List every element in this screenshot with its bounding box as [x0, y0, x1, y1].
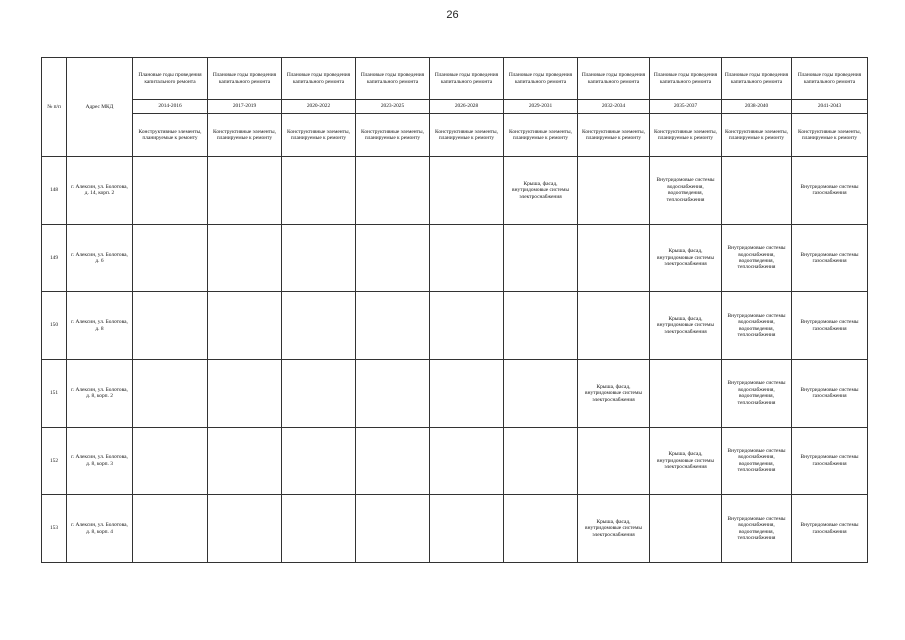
table-cell: [356, 427, 430, 495]
row-number: 148: [42, 157, 67, 225]
years-label: 2029-2031: [504, 100, 578, 114]
table-row: [42, 359, 868, 427]
table-cell: [722, 157, 792, 225]
table-cell: [578, 292, 650, 360]
table-cell: [133, 427, 208, 495]
table-cell: [430, 495, 504, 563]
table-cell: [504, 427, 578, 495]
column-header-period: Плановые годы проведения капитального ремонта: [578, 58, 650, 100]
years-label: 2023-2025: [356, 100, 430, 114]
column-header-period: Плановые годы проведения капитального ремонта: [208, 58, 282, 100]
years-label: 2032-2034: [578, 100, 650, 114]
header-row-elements: [42, 114, 868, 157]
elements-header: Конструктивные элементы, планируемые к ремонту: [650, 114, 722, 157]
header-row-years: [42, 100, 868, 114]
table-cell: Внутридомовые системы водоснабжения, водоотведения, теплоснабжения: [722, 427, 792, 495]
column-header-period: Плановые годы проведения капитального ремонта: [792, 58, 868, 100]
years-label: 2017-2019: [208, 100, 282, 114]
header-row-periods: [42, 58, 868, 100]
column-header-period: Плановые годы проведения капитального ремонта: [722, 58, 792, 100]
row-address: г. Алексин, ул. Болотова, д. 8, корп. 3: [67, 427, 133, 495]
table-cell: [133, 359, 208, 427]
table-cell: [208, 427, 282, 495]
table-cell: [282, 359, 356, 427]
table-cell: [282, 292, 356, 360]
table-cell: [208, 157, 282, 225]
table-cell: [208, 292, 282, 360]
row-number: 152: [42, 427, 67, 495]
table-cell: [578, 157, 650, 225]
table-cell: [356, 292, 430, 360]
table-cell: [578, 427, 650, 495]
table-cell: [133, 224, 208, 292]
table-cell: [430, 292, 504, 360]
years-label: 2014-2016: [133, 100, 208, 114]
table-cell: Внутридомовые системы газоснабжения: [792, 427, 868, 495]
capital-repair-table: [41, 57, 868, 563]
row-address: г. Алексин, ул. Болотова, д. 8, корп. 4: [67, 495, 133, 563]
elements-header: Конструктивные элементы, планируемые к ремонту: [282, 114, 356, 157]
table-cell: [356, 359, 430, 427]
table-cell: Внутридомовые системы водоснабжения, водоотведения, теплоснабжения: [722, 359, 792, 427]
row-address: г. Алексин, ул. Болотова, д. 6: [67, 224, 133, 292]
table-cell: Внутридомовые системы водоснабжения, водоотведения, теплоснабжения: [722, 292, 792, 360]
elements-header: Конструктивные элементы, планируемые к ремонту: [504, 114, 578, 157]
table-cell: [504, 359, 578, 427]
table-cell: Крыша, фасад, внутридомовые системы электроснабжения: [650, 292, 722, 360]
table-cell: Внутридомовые системы газоснабжения: [792, 495, 868, 563]
table-cell: [282, 157, 356, 225]
row-number: 149: [42, 224, 67, 292]
table-cell: [504, 224, 578, 292]
elements-header: Конструктивные элементы, планируемые к ремонту: [578, 114, 650, 157]
table-cell: [282, 224, 356, 292]
table-cell: [356, 495, 430, 563]
table-cell: Внутридомовые системы газоснабжения: [792, 359, 868, 427]
elements-header: Конструктивные элементы, планируемые к ремонту: [208, 114, 282, 157]
table-row: [42, 292, 868, 360]
table-cell: [356, 224, 430, 292]
column-header-period: Плановые годы проведения капитального ремонта: [356, 58, 430, 100]
table-cell: [430, 359, 504, 427]
table-cell: Внутридомовые системы водоснабжения, водоотведения, теплоснабжения: [722, 495, 792, 563]
table-cell: Крыша, фасад, внутридомовые системы электроснабжения: [650, 427, 722, 495]
table-cell: [650, 495, 722, 563]
row-address: г. Алексин, ул. Болотова, д. 8: [67, 292, 133, 360]
years-label: 2026-2028: [430, 100, 504, 114]
column-header-period: Плановые годы проведения капитального ремонта: [650, 58, 722, 100]
table-cell: [356, 157, 430, 225]
column-header-period: Плановые годы проведения капитального ремонта: [133, 58, 208, 100]
row-address: г. Алексин, ул. Болотова, д. 14, корп. 2: [67, 157, 133, 225]
table-cell: [282, 495, 356, 563]
table-cell: [430, 427, 504, 495]
elements-header: Конструктивные элементы, планируемые к ремонту: [430, 114, 504, 157]
column-header-number: № п/п: [42, 58, 67, 157]
elements-header: Конструктивные элементы, планируемые к ремонту: [722, 114, 792, 157]
table-cell: [282, 427, 356, 495]
table-cell: [208, 495, 282, 563]
table-cell: [133, 157, 208, 225]
years-label: 2035-2037: [650, 100, 722, 114]
column-header-address: Адрес МКД: [67, 58, 133, 157]
table-cell: [208, 224, 282, 292]
table-cell: [650, 359, 722, 427]
table-cell: [578, 224, 650, 292]
table-cell: Крыша, фасад, внутридомовые системы электроснабжения: [578, 359, 650, 427]
table-cell: Внутридомовые системы водоснабжения, водоотведения, теплоснабжения: [650, 157, 722, 225]
elements-header: Конструктивные элементы, планируемые к ремонту: [356, 114, 430, 157]
table-cell: Крыша, фасад, внутридомовые системы электроснабжения: [504, 157, 578, 225]
column-header-period: Плановые годы проведения капитального ремонта: [430, 58, 504, 100]
table-cell: [430, 224, 504, 292]
row-number: 153: [42, 495, 67, 563]
column-header-period: Плановые годы проведения капитального ремонта: [504, 58, 578, 100]
table-cell: [208, 359, 282, 427]
row-number: 151: [42, 359, 67, 427]
table-cell: [133, 495, 208, 563]
row-number: 150: [42, 292, 67, 360]
years-label: 2041-2043: [792, 100, 868, 114]
table-cell: Внутридомовые системы водоснабжения, водоотведения, теплоснабжения: [722, 224, 792, 292]
column-header-period: Плановые годы проведения капитального ремонта: [282, 58, 356, 100]
years-label: 2038-2040: [722, 100, 792, 114]
table-cell: [504, 495, 578, 563]
table-row: [42, 495, 868, 563]
table-cell: Внутридомовые системы газоснабжения: [792, 292, 868, 360]
table-cell: Внутридомовые системы газоснабжения: [792, 157, 868, 225]
elements-header: Конструктивные элементы, планируемые к ремонту: [133, 114, 208, 157]
table-cell: Крыша, фасад, внутридомовые системы электроснабжения: [650, 224, 722, 292]
table-row: [42, 427, 868, 495]
years-label: 2020-2022: [282, 100, 356, 114]
table-cell: [504, 292, 578, 360]
table-cell: [430, 157, 504, 225]
table-cell: [133, 292, 208, 360]
table-row: [42, 157, 868, 225]
page-number: 26: [446, 9, 459, 21]
row-address: г. Алексин, ул. Болотова, д. 8, корп. 2: [67, 359, 133, 427]
table-cell: Внутридомовые системы газоснабжения: [792, 224, 868, 292]
table-cell: Крыша, фасад, внутридомовые системы электроснабжения: [578, 495, 650, 563]
table-row: [42, 224, 868, 292]
elements-header: Конструктивные элементы, планируемые к ремонту: [792, 114, 868, 157]
